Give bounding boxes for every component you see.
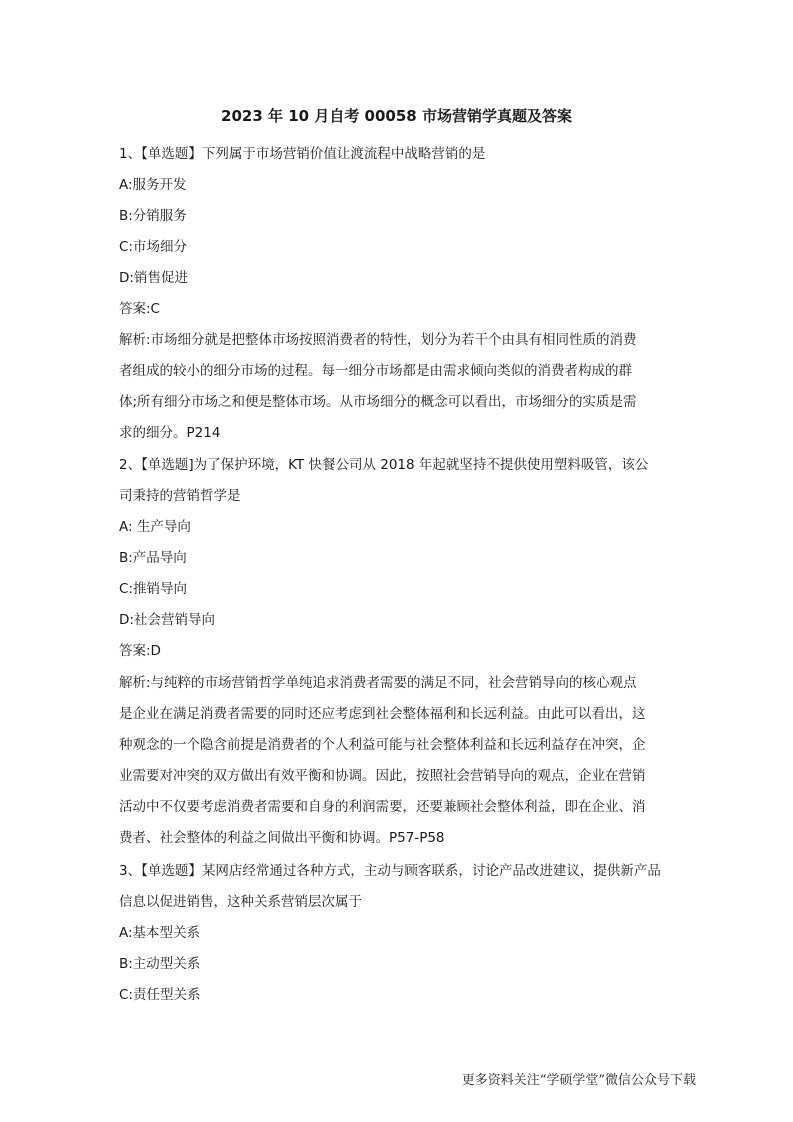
page-title: 2023 年 10 月自考 00058 市场营销学真题及答案 (221, 107, 572, 125)
question-2-analysis-line: 是企业在满足消费者需要的同时还应考虑到社会整体福利和长远利益。由此可以看出，这 (119, 706, 646, 722)
question-1-stem: 1、【单选题】下列属于市场营销价值让渡流程中战略营销的是 (119, 146, 486, 162)
question-3-stem: 信息以促进销售，这种关系营销层次属于 (119, 894, 362, 910)
question-2-analysis-line: 费者、社会整体的利益之间做出平衡和协调。P57-P58 (119, 830, 445, 846)
question-3-option-b: B:主动型关系 (119, 956, 201, 972)
footer-note: 更多资料关注“学硕学堂”微信公众号下载 (461, 1073, 696, 1088)
question-2-analysis-line: 解析:与纯粹的市场营销哲学单纯追求消费者需要的满足不同，社会营销导向的核心观点 (119, 675, 637, 691)
question-1-option-b: B:分销服务 (119, 208, 187, 224)
question-1-analysis-line: 者组成的较小的细分市场的过程。每一细分市场都是由需求倾向类似的消费者构成的群 (119, 363, 632, 379)
question-3-option-a: A:基本型关系 (119, 925, 201, 941)
question-2-option-c: C:推销导向 (119, 581, 187, 597)
question-2-stem: 2、【单选题]为了保护环境，KT 快餐公司从 2018 年起就坚持不提供使用塑料吸管，该公 (119, 457, 649, 473)
question-3-option-c: C:责任型关系 (119, 987, 201, 1003)
question-2-answer: 答案:D (119, 643, 161, 659)
question-1-option-c: C:市场细分 (119, 239, 187, 255)
question-2-analysis-line: 业需要对冲突的双方做出有效平衡和协调。因此，按照社会营销导向的观点，企业在营销 (119, 768, 646, 784)
question-2-analysis-line: 种观念的一个隐含前提是消费者的个人利益可能与社会整体利益和长远利益存在冲突，企 (119, 737, 646, 753)
question-2-option-d: D:社会营销导向 (119, 612, 215, 628)
question-2-stem: 司秉持的营销哲学是 (119, 488, 241, 504)
question-1-analysis-line: 求的细分。P214 (119, 425, 221, 441)
question-1-answer: 答案:C (119, 301, 160, 317)
question-1-analysis-line: 体;所有细分市场之和便是整体市场。从市场细分的概念可以看出，市场细分的实质是需 (119, 394, 637, 410)
question-1-analysis-line: 解析:市场细分就是把整体市场按照消费者的特性，划分为若干个由具有相同性质的消费 (119, 332, 637, 348)
question-3-stem: 3、【单选题】某网店经常通过各种方式，主动与顾客联系，讨论产品改进建议，提供新产品 (119, 863, 661, 879)
question-2-analysis-line: 活动中不仅要考虑消费者需要和自身的利润需要，还要兼顾社会整体利益，即在企业、消 (119, 799, 646, 815)
question-2-option-b: B:产品导向 (119, 550, 187, 566)
question-1-option-a: A:服务开发 (119, 177, 187, 193)
question-1-option-d: D:销售促进 (119, 270, 188, 286)
question-2-option-a: A: 生产导向 (119, 519, 191, 535)
